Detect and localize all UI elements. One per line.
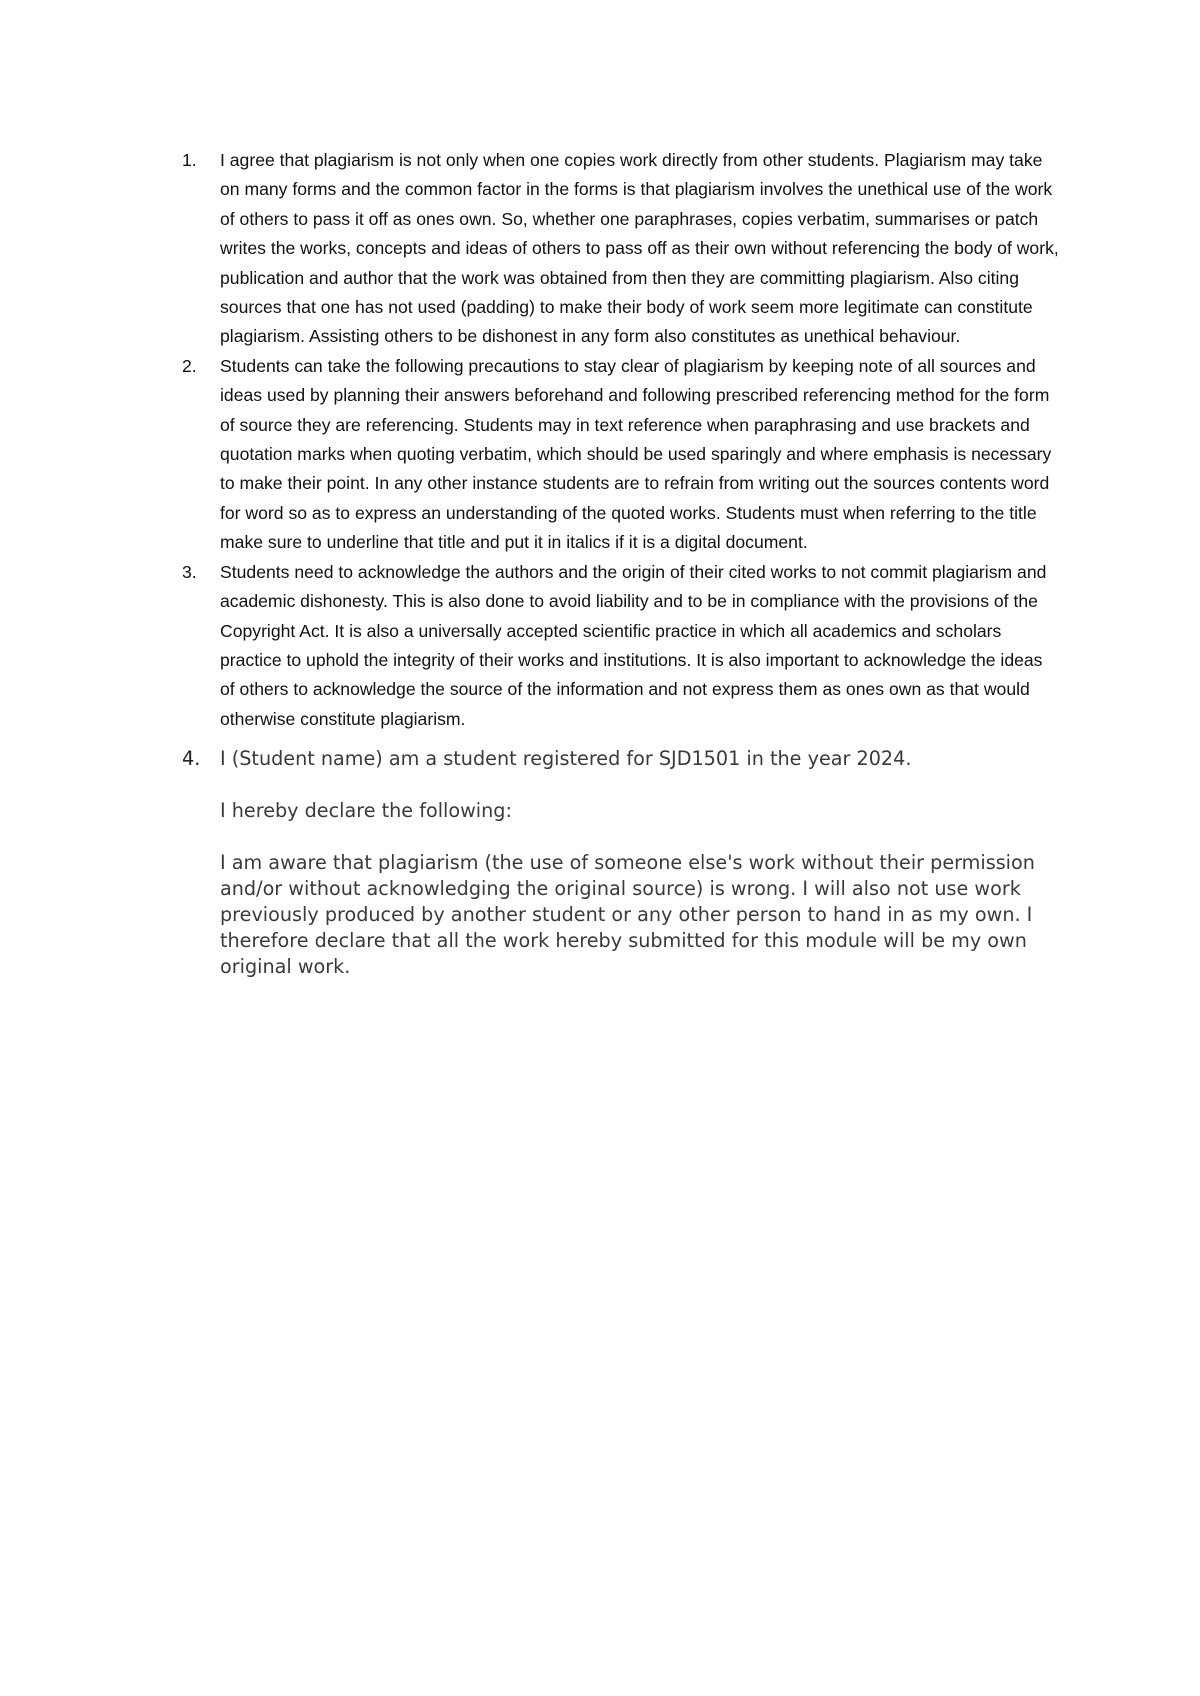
declaration-item bbox=[182, 746, 1062, 980]
list-item bbox=[182, 352, 1062, 558]
declaration-intro: I hereby declare the following: bbox=[220, 799, 512, 823]
list-item-number: 1. bbox=[182, 150, 197, 170]
list-item-text: Students need to acknowledge the authors and the origin of their cited works to not commit plagiarism and academic dishonesty. This is also done to avoid liability and to be in compliance with the provisions of the Copyright Act. It is also a universally accepted scientific practice in which all academics and scholars practice to uphold the integrity of their works and institutions. It is also important to acknowledge the ideas of others to acknowledge the source of the information and not express them as ones own as that would otherwise constitute plagiarism. bbox=[220, 561, 1047, 729]
list-item-number: 3. bbox=[182, 561, 197, 582]
list-item bbox=[182, 146, 1062, 352]
list-item-number: 2. bbox=[182, 355, 197, 376]
list-item-text: Students can take the following precautions to stay clear of plagiarism by keeping note of all sources and ideas used by planning their answers beforehand and following prescribed referencing method for the form of source they are referencing. Students may in text reference when paraphrasing and use brackets and quotation marks when quoting verbatim, which should be used sparingly and where emphasis is necessary to make their point. In any other instance students are to refrain from writing out the sources contents word for word so as to express an understanding of the quoted works. Students must when referring to the title make sure to underline that title and put it in italics if it is a digital document. bbox=[220, 355, 1052, 553]
declaration-number: 4. bbox=[182, 747, 201, 771]
declaration-body: I am aware that plagiarism (the use of someone else's work without their permission and/or without acknowledging the original source) is wrong. I will also not use work previously produced by another student or any other person to hand in as my own. I therefore declare that all the work hereby submitted for this module will be my own original work. bbox=[220, 851, 1035, 979]
list-item-text: I agree that plagiarism is not only when one copies work directly from other students. Plagiarism may take on many forms and the common factor in the forms is that plagiarism involves the unethical use of the work of others to pass it off as ones own. So, whether one paraphrases, copies verbatim, summarises or patch writes the works, concepts and ideas of others to pass off as their own without referencing the body of work, publication and author that the work was obtained from then they are committing plagiarism. Also citing sources that one has not used (padding) to make their body of work seem more legitimate can constitute plagiarism. Assisting others to be dishonest in any form also constitutes as unethical behaviour. bbox=[220, 150, 1059, 347]
numbered-answer-list bbox=[182, 146, 1062, 980]
list-item bbox=[182, 558, 1062, 734]
declaration-statement: I (Student name) am a student registered for SJD1501 in the year 2024. bbox=[220, 747, 912, 771]
